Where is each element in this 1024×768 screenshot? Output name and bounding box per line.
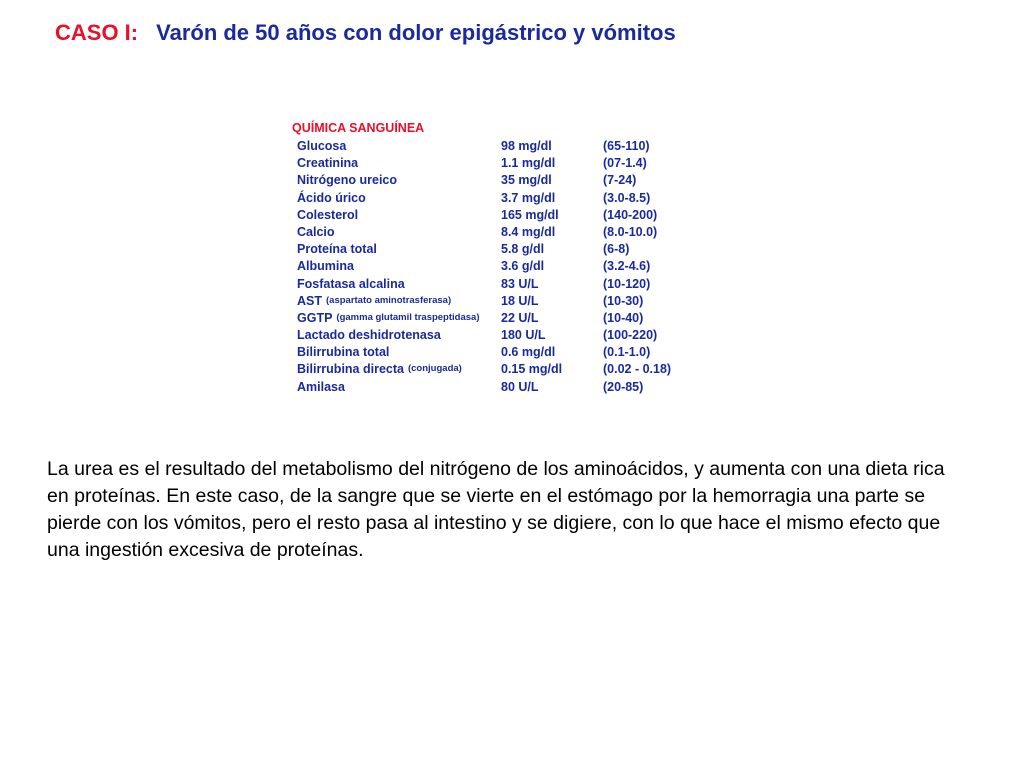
test-name-label: Fosfatasa alcalina	[297, 276, 405, 291]
test-name-label: Amilasa	[297, 379, 345, 394]
test-name	[297, 173, 397, 187]
lab-row	[292, 277, 712, 294]
test-name-label: Glucosa	[297, 139, 347, 153]
explanation-paragraph: La urea es el resultado del metabolismo del nitrógeno de los aminoácidos, y aumenta con una dieta rica en proteínas. En este caso, de la sangre que se vierte en el estómago por la hemorragia una parte se pierde con los vómitos, pero el resto pasa al intestino y se digiere, con lo que hace el mismo efecto que una ingestión excesiva de proteínas.	[47, 458, 945, 561]
lab-row	[292, 208, 712, 225]
lab-row	[292, 345, 712, 362]
test-name-label: GGTP	[297, 310, 333, 325]
test-reference-range: (100-220)	[603, 328, 658, 343]
test-name	[297, 380, 345, 394]
case-description: Varón de 50 años con dolor epigástrico y vómitos	[156, 20, 676, 45]
test-name	[297, 139, 346, 153]
test-name-label: Creatinina	[297, 156, 359, 171]
test-name-label: Nitrógeno ureico	[297, 173, 398, 188]
test-value: 3.6 g/dl	[501, 259, 545, 274]
test-name	[297, 156, 358, 170]
lab-results-list	[292, 139, 712, 397]
test-value: 80 U/L	[501, 379, 539, 394]
test-name	[297, 208, 358, 222]
case-label: CASO I:	[55, 20, 139, 45]
test-name-label: Colesterol	[297, 207, 359, 222]
test-value: 1.1 mg/dl	[501, 156, 556, 171]
test-reference-range: (10-120)	[603, 276, 651, 291]
lab-row	[292, 242, 712, 259]
test-value: 180 U/L	[501, 328, 546, 343]
test-name-label: AST	[297, 293, 322, 308]
test-name	[297, 362, 462, 376]
test-name	[297, 311, 479, 325]
lab-row	[292, 259, 712, 276]
test-reference-range: (20-85)	[603, 379, 644, 394]
lab-row	[292, 380, 712, 397]
test-reference-range: (0.1-1.0)	[603, 345, 651, 360]
lab-row	[292, 191, 712, 208]
test-note: (aspartato aminotrasferasa)	[326, 294, 452, 306]
test-value: 165 mg/dl	[501, 207, 559, 222]
test-name-label: Lactado deshidrotenasa	[297, 328, 441, 343]
test-value: 8.4 mg/dl	[501, 224, 556, 239]
test-name	[297, 242, 377, 256]
test-name	[297, 225, 335, 239]
test-reference-range: (3.2-4.6)	[603, 259, 651, 274]
lab-results-panel	[292, 121, 712, 397]
test-reference-range: (10-40)	[603, 310, 644, 325]
lab-row	[292, 156, 712, 173]
test-note: (gamma glutamil traspeptidasa)	[336, 311, 480, 323]
test-name-label: Bilirrubina directa	[297, 362, 404, 377]
test-reference-range: (65-110)	[603, 139, 650, 153]
test-value: 35 mg/dl	[501, 173, 552, 188]
test-name	[297, 328, 441, 342]
lab-row	[292, 362, 712, 379]
slide-title	[55, 20, 676, 46]
test-value: 98 mg/dl	[501, 139, 552, 153]
test-reference-range: (3.0-8.5)	[603, 190, 651, 205]
lab-row	[292, 294, 712, 311]
test-name-label: Calcio	[297, 224, 335, 239]
test-name	[297, 259, 354, 273]
test-reference-range: (10-30)	[603, 293, 644, 308]
test-reference-range: (0.02 - 0.18)	[603, 362, 672, 377]
lab-panel-title: QUÍMICA SANGUÍNEA	[292, 121, 425, 135]
test-name	[297, 294, 451, 308]
test-value: 22 U/L	[501, 310, 539, 325]
lab-row	[292, 225, 712, 242]
test-name-label: Albumina	[297, 259, 354, 274]
test-value: 5.8 g/dl	[501, 242, 545, 257]
test-reference-range: (140-200)	[603, 207, 658, 222]
lab-row	[292, 328, 712, 345]
test-reference-range: (07-1.4)	[603, 156, 647, 171]
test-value: 0.15 mg/dl	[501, 362, 563, 377]
lab-row	[292, 173, 712, 190]
lab-row	[292, 139, 712, 156]
test-note: (conjugada)	[407, 363, 462, 375]
test-value: 83 U/L	[501, 276, 539, 291]
test-reference-range: (7-24)	[603, 173, 637, 188]
test-name-label: Bilirrubina total	[297, 345, 390, 360]
test-reference-range: (8.0-10.0)	[603, 224, 658, 239]
test-name	[297, 191, 366, 205]
test-name	[297, 277, 405, 291]
lab-row	[292, 311, 712, 328]
test-value: 0.6 mg/dl	[501, 345, 556, 360]
test-value: 3.7 mg/dl	[501, 190, 556, 205]
test-name-label: Proteína total	[297, 242, 377, 257]
test-name-label: Ácido úrico	[297, 190, 366, 205]
test-value: 18 U/L	[501, 293, 539, 308]
test-name	[297, 345, 389, 359]
test-reference-range: (6-8)	[603, 242, 630, 257]
